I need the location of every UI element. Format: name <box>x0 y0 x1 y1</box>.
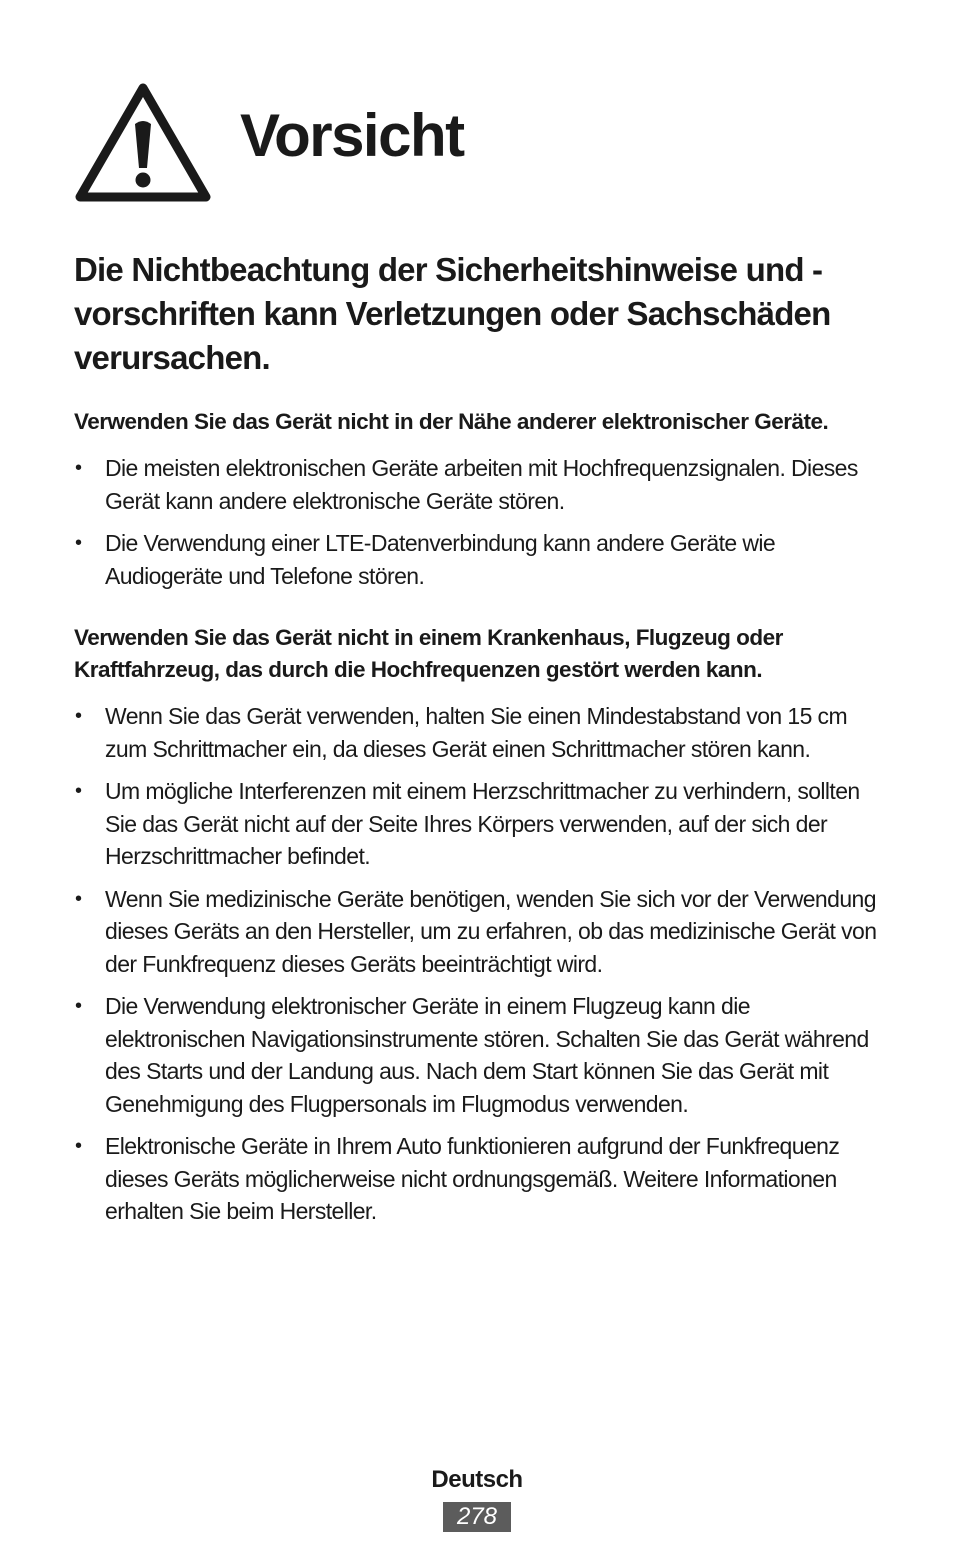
list-item <box>74 775 884 873</box>
page-title: Vorsicht <box>240 102 464 169</box>
section-electronic-devices <box>74 406 884 592</box>
bullet-icon: • <box>75 705 82 727</box>
list-item-text: Wenn Sie medizinische Geräte benötigen, wenden Sie sich vor der Verwendung dieses Geräts an den Hersteller, um zu erfahren, ob das medizinische Gerät von der Funkfrequenz dieses Geräts beeinträchtigt wird. <box>105 885 877 977</box>
list-item-text: Um mögliche Interferenzen mit einem Herzschrittmacher zu verhindern, sollten Sie das Gerät nicht auf der Seite Ihres Körpers verwenden, auf der sich der Herzschrittmacher befindet. <box>105 778 860 869</box>
bullet-list <box>74 452 884 592</box>
list-item <box>74 452 884 517</box>
page-footer <box>0 1462 954 1532</box>
bullet-icon: • <box>75 457 82 479</box>
list-item-text: Die Verwendung einer LTE-Datenverbindung kann andere Geräte wie Audiogeräte und Telefone stören. <box>105 530 776 589</box>
bullet-icon: • <box>75 780 82 802</box>
lead-warning: Die Nichtbeachtung der Sicherheitshinweise und -vorschriften kann Verletzungen oder Sachschäden verursachen. <box>74 251 831 376</box>
list-item <box>74 527 884 592</box>
list-item-text: Wenn Sie das Gerät verwenden, halten Sie einen Mindestabstand von 15 cm zum Schrittmacher ein, da dieses Gerät einen Schrittmacher stören kann. <box>105 703 848 762</box>
section-heading: Verwenden Sie das Gerät nicht in einem Krankenhaus, Flugzeug oder Kraftfahrzeug, das durch die Hochfrequenzen gestört werden kann. <box>74 625 783 682</box>
section-heading: Verwenden Sie das Gerät nicht in der Nähe anderer elektronischer Geräte. <box>74 409 829 434</box>
bullet-icon: • <box>75 532 82 554</box>
list-item <box>74 700 884 765</box>
bullet-icon: • <box>75 887 82 910</box>
list-item <box>74 1130 884 1228</box>
list-item-text: Die Verwendung elektronischer Geräte in einem Flugzeug kann die elektronischen Navigationsinstrumente stören. Schalten Sie das Gerät während des Starts und der Landung aus. Nach dem Start können Sie das Gerät mit Genehmigung des Flugpersonals im Flugmodus verwenden. <box>105 993 869 1117</box>
bullet-icon: • <box>75 1135 82 1157</box>
main-content <box>74 248 884 1258</box>
page-header <box>74 80 464 204</box>
warning-triangle-icon <box>74 80 212 204</box>
section-hospital-aircraft-vehicle <box>74 622 884 1228</box>
list-item <box>74 883 884 981</box>
list-item <box>74 990 884 1120</box>
list-item-text: Die meisten elektronischen Geräte arbeiten mit Hochfrequenzsignalen. Dieses Gerät kann andere elektronische Geräte stören. <box>105 455 858 514</box>
page-number: 278 <box>443 1502 511 1532</box>
bullet-list <box>74 700 884 1228</box>
bullet-icon: • <box>75 995 82 1017</box>
footer-language: Deutsch <box>431 1466 523 1493</box>
list-item-text: Elektronische Geräte in Ihrem Auto funktionieren aufgrund der Funkfrequenz dieses Geräts möglicherweise nicht ordnungsgemäß. Weitere Informationen erhalten Sie beim Hersteller. <box>105 1133 840 1224</box>
